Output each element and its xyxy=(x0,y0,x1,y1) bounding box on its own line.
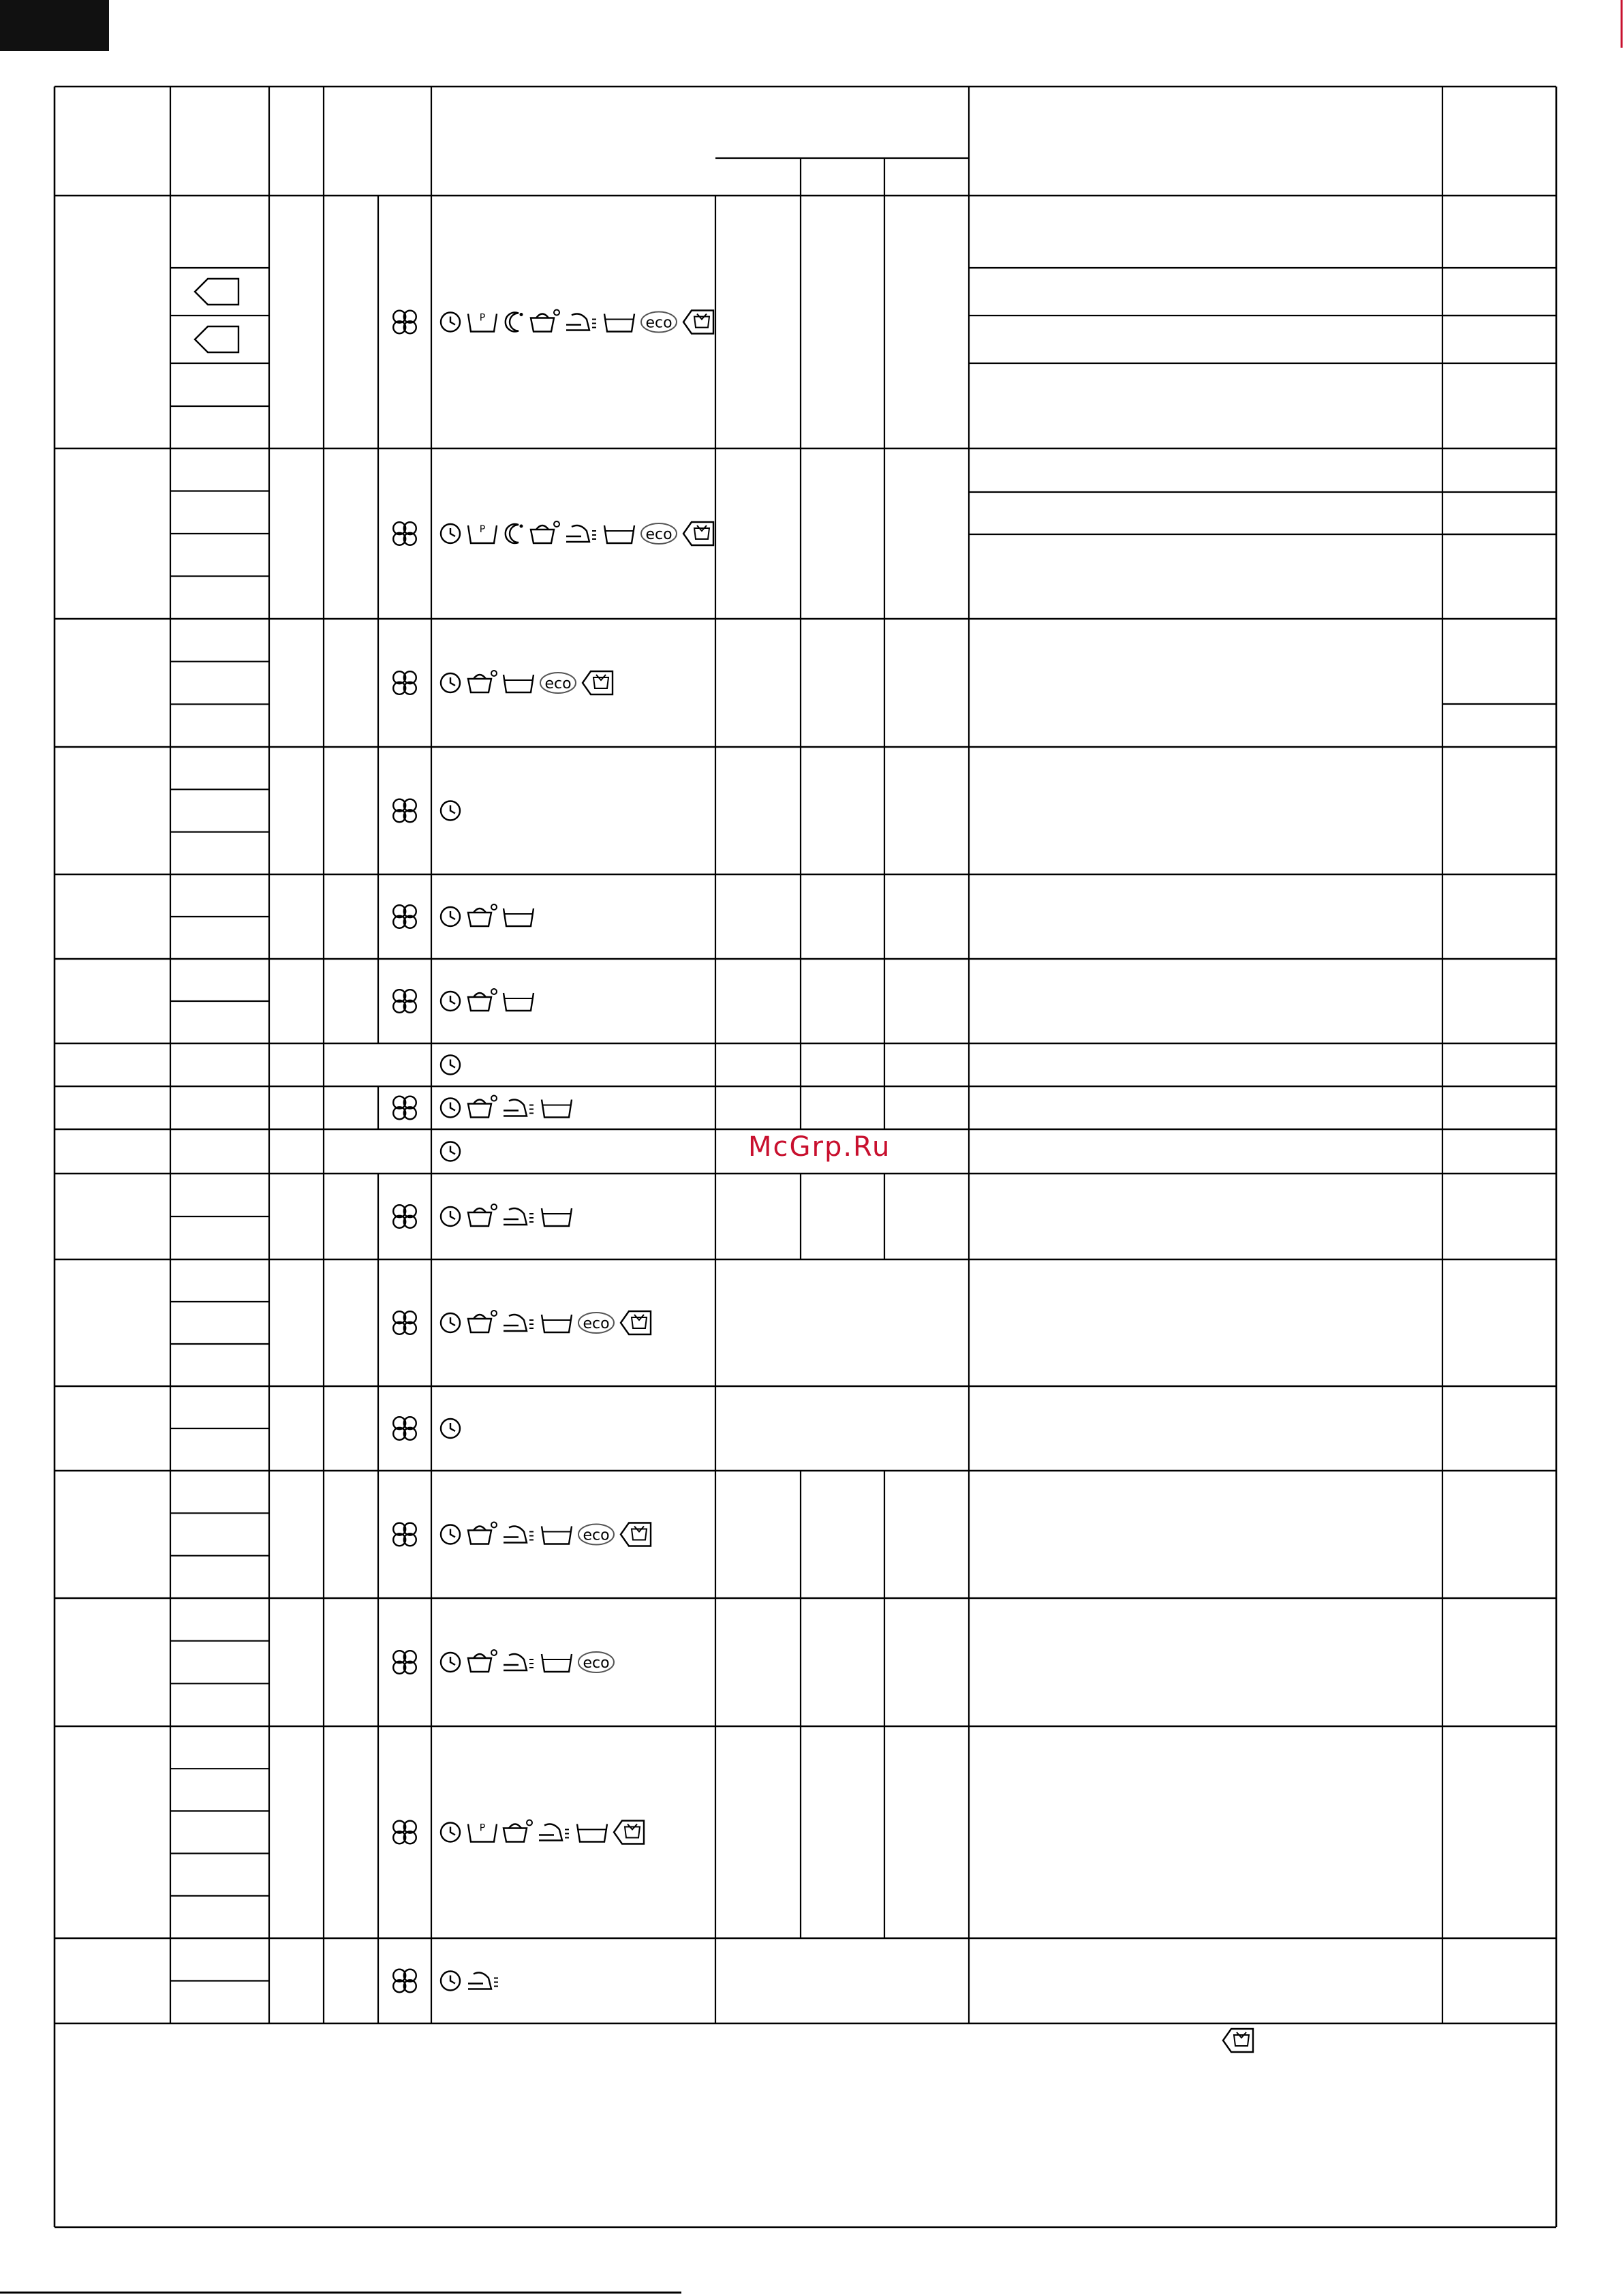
timer-icon xyxy=(441,1525,460,1544)
timer-icon xyxy=(441,313,460,332)
timer-icon xyxy=(441,524,460,543)
timer-icon xyxy=(441,907,460,926)
stain-icon xyxy=(468,1311,497,1332)
svg-text:eco: eco xyxy=(583,1527,610,1544)
extra-rinse-icon xyxy=(604,525,634,543)
timer-icon xyxy=(441,1972,460,1991)
spin-fan-icon xyxy=(393,1821,416,1844)
extra-rinse-icon xyxy=(604,314,634,332)
extra-rinse-icon xyxy=(542,1208,572,1226)
spin-fan-icon xyxy=(393,522,416,545)
svg-text:eco: eco xyxy=(645,314,673,332)
timer-icon xyxy=(441,1653,460,1672)
anti-crease-icon xyxy=(621,1311,651,1334)
eco-icon xyxy=(641,523,677,544)
svg-text:P: P xyxy=(479,312,486,324)
stain-icon xyxy=(468,1204,497,1226)
stain-icon xyxy=(468,1650,497,1672)
svg-text:P: P xyxy=(479,1822,486,1834)
easy-iron-icon xyxy=(504,1315,534,1331)
garment-tag-icon xyxy=(195,326,238,352)
easy-iron-icon xyxy=(504,1654,534,1670)
svg-text:eco: eco xyxy=(583,1655,610,1672)
anti-crease-icon xyxy=(621,1523,651,1546)
timer-icon xyxy=(441,1056,460,1075)
spin-fan-icon xyxy=(393,990,416,1013)
stain-icon xyxy=(468,904,497,926)
easy-iron-icon xyxy=(566,314,596,331)
extra-rinse-icon xyxy=(504,993,534,1011)
extra-rinse-icon xyxy=(504,675,534,692)
prewash-icon xyxy=(468,1823,497,1842)
anti-crease-icon xyxy=(683,311,713,334)
spin-fan-icon xyxy=(393,1097,416,1120)
timer-icon xyxy=(441,992,460,1011)
spin-fan-icon xyxy=(393,671,416,694)
svg-text:eco: eco xyxy=(544,675,572,692)
easy-iron-icon xyxy=(539,1824,569,1841)
stain-icon xyxy=(468,1096,497,1118)
timer-icon xyxy=(441,1419,460,1438)
stain-icon xyxy=(468,989,497,1011)
page-corner-block xyxy=(0,0,109,51)
eco-icon xyxy=(578,1525,614,1545)
spin-fan-icon xyxy=(393,905,416,928)
stain-icon xyxy=(504,1820,532,1842)
anti-crease-icon xyxy=(683,522,713,545)
stain-icon xyxy=(531,521,559,543)
timer-icon xyxy=(441,1142,460,1161)
easy-iron-icon xyxy=(468,1973,498,1989)
timer-icon xyxy=(441,673,460,692)
svg-text:P: P xyxy=(479,524,486,535)
anti-crease-icon xyxy=(614,1821,644,1844)
spin-fan-icon xyxy=(393,1651,416,1674)
spin-fan-icon xyxy=(393,1311,416,1334)
spin-fan-icon xyxy=(393,1205,416,1228)
timer-icon xyxy=(441,1823,460,1842)
anti-crease-icon xyxy=(583,671,613,694)
easy-iron-icon xyxy=(504,1527,534,1543)
extra-rinse-icon xyxy=(542,1315,572,1332)
easy-iron-icon xyxy=(504,1208,534,1225)
option-icons xyxy=(195,279,1253,2052)
night-icon xyxy=(506,313,523,332)
garment-tag-icon xyxy=(195,279,238,305)
easy-iron-icon xyxy=(504,1100,534,1116)
easy-iron-icon xyxy=(566,525,596,542)
eco-icon xyxy=(540,673,576,693)
spin-fan-icon xyxy=(393,1417,416,1440)
extra-rinse-icon xyxy=(542,1100,572,1118)
spin-fan-icon xyxy=(393,1970,416,1993)
timer-icon xyxy=(441,1099,460,1118)
eco-icon xyxy=(578,1313,614,1333)
timer-icon xyxy=(441,1207,460,1226)
svg-text:eco: eco xyxy=(583,1315,610,1332)
stain-icon xyxy=(468,671,497,692)
spin-fan-icon xyxy=(393,1523,416,1546)
anti-crease-icon xyxy=(1223,2029,1253,2052)
eco-icon xyxy=(641,312,677,333)
extra-rinse-icon xyxy=(577,1824,607,1842)
stain-icon xyxy=(468,1522,497,1544)
timer-icon xyxy=(441,1313,460,1332)
eco-icon xyxy=(578,1652,614,1672)
prewash-icon xyxy=(468,524,497,543)
night-icon xyxy=(506,524,523,543)
extra-rinse-icon xyxy=(542,1654,572,1672)
watermark: McGrp.Ru xyxy=(748,1131,891,1163)
stain-icon xyxy=(531,310,559,332)
extra-rinse-icon xyxy=(504,908,534,926)
spin-fan-icon xyxy=(393,311,416,334)
svg-text:eco: eco xyxy=(645,526,673,543)
prewash-icon xyxy=(468,313,497,332)
timer-icon xyxy=(441,801,460,821)
spin-fan-icon xyxy=(393,799,416,823)
extra-rinse-icon xyxy=(542,1527,572,1544)
